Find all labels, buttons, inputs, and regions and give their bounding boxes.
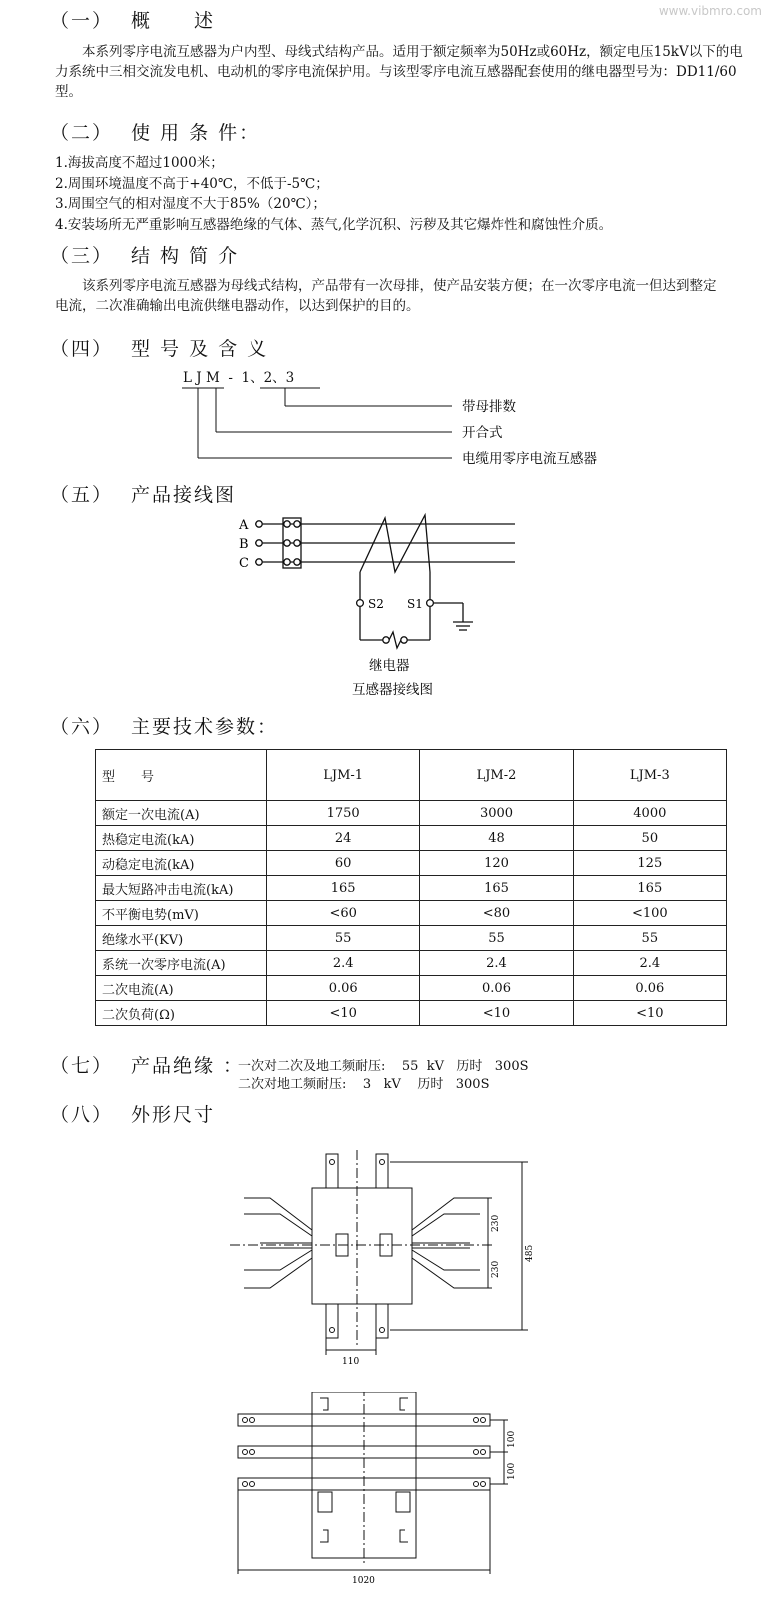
meaning-bus-count: 带母排数 xyxy=(462,399,516,415)
table-row xyxy=(96,976,727,1001)
dim-top-230-a: 230 xyxy=(491,1214,501,1232)
header-model: 型 号 xyxy=(96,750,267,801)
param-value-cell: 125 xyxy=(573,851,726,876)
table-row xyxy=(96,876,727,901)
param-value-cell: 3000 xyxy=(420,801,573,826)
param-value-cell: 120 xyxy=(420,851,573,876)
param-value-cell: 2.4 xyxy=(573,951,726,976)
param-name-cell: 绝缘水平(KV) xyxy=(96,926,267,951)
dim-top-110: 110 xyxy=(342,1357,360,1367)
param-value-cell: 0.06 xyxy=(420,976,573,1001)
section-7-number: （七） xyxy=(50,1055,114,1077)
param-name-cell: 动稳定电流(kA) xyxy=(96,851,267,876)
param-value-cell: 165 xyxy=(420,876,573,901)
param-value-cell: 55 xyxy=(573,926,726,951)
param-value-cell: 4000 xyxy=(573,801,726,826)
param-value-cell: 0.06 xyxy=(267,976,420,1001)
section-3-title: 结 构 简 介 xyxy=(131,245,240,267)
condition-item: 1.海拔高度不超过1000米； xyxy=(55,155,224,171)
param-value-cell: 165 xyxy=(573,876,726,901)
table-row xyxy=(96,901,727,926)
condition-item: 4.安装场所无严重影响互感器绝缘的气体、蒸气,化学沉积、污秽及其它爆炸性和腐蚀性介质。 xyxy=(55,216,613,233)
dim-top-485: 485 xyxy=(525,1244,535,1262)
terminal-s2-label: S2 xyxy=(368,597,384,611)
table-row xyxy=(96,1001,727,1026)
watermark: www.vibmro.com xyxy=(658,4,762,18)
section-7-heading xyxy=(50,1051,244,1078)
param-name-cell: 二次电流(A) xyxy=(96,976,267,1001)
outline-front-view xyxy=(228,1392,538,1592)
phase-a-label: A xyxy=(239,518,249,533)
section-2-number: （二） xyxy=(50,122,114,144)
section-3-heading xyxy=(50,241,239,268)
section-6-title: 主要技术参数： xyxy=(131,716,279,738)
model-meaning-diagram xyxy=(180,384,650,474)
header-ljm-2: LJM-2 xyxy=(420,750,573,801)
param-value-cell: 0.06 xyxy=(573,976,726,1001)
param-value-cell: 165 xyxy=(267,876,420,901)
table-row xyxy=(96,801,727,826)
insulation-line-1: 一次对二次及地工频耐压: 55 kV 历时 300S xyxy=(238,1059,529,1074)
parameters-table xyxy=(95,749,727,1026)
table-row xyxy=(96,926,727,951)
section-6-number: （六） xyxy=(50,716,114,738)
table-row xyxy=(96,951,727,976)
table-row xyxy=(96,851,727,876)
param-value-cell: <60 xyxy=(267,901,420,926)
section-3-number: （三） xyxy=(50,245,114,267)
section-7-title: 产品绝缘 ： xyxy=(131,1055,245,1077)
conditions-list xyxy=(55,153,612,235)
wiring-caption: 互感器接线图 xyxy=(352,682,433,698)
insulation-line-2: 二次对地工频耐压: 3 kV 历时 300S xyxy=(238,1077,490,1092)
dim-top-230-b: 230 xyxy=(491,1260,501,1278)
section-6-heading xyxy=(50,712,278,739)
section-4-title: 型 号 及 含 义 xyxy=(131,338,269,360)
section-5-heading xyxy=(50,480,236,507)
param-value-cell: <10 xyxy=(420,1001,573,1026)
param-value-cell: <10 xyxy=(267,1001,420,1026)
param-value-cell: 60 xyxy=(267,851,420,876)
param-name-cell: 系统一次零序电流(A) xyxy=(96,951,267,976)
param-value-cell: 24 xyxy=(267,826,420,851)
param-value-cell: 2.4 xyxy=(267,951,420,976)
param-value-cell: 55 xyxy=(420,926,573,951)
param-name-cell: 不平衡电势(mV) xyxy=(96,901,267,926)
section-1-heading xyxy=(50,6,215,33)
param-value-cell: <100 xyxy=(573,901,726,926)
table-row xyxy=(96,826,727,851)
relay-label: 继电器 xyxy=(369,658,410,674)
section-1-title: 概 述 xyxy=(131,10,216,32)
wiring-diagram xyxy=(235,510,535,708)
dim-front-100-a: 100 xyxy=(507,1430,517,1448)
param-value-cell: 48 xyxy=(420,826,573,851)
section-4-number: （四） xyxy=(50,338,114,360)
param-value-cell: <10 xyxy=(573,1001,726,1026)
dim-front-100-b: 100 xyxy=(507,1462,517,1480)
section-8-title: 外形尺寸 xyxy=(131,1104,216,1126)
section-1-number: （一） xyxy=(50,10,114,32)
section-5-title: 产品接线图 xyxy=(131,484,237,506)
section-1-text: 本系列零序电流互感器为户内型、母线式结构产品。适用于额定频率为50Hz或60Hz，额定电压15kV以下的电力系统中三相交流发电机、电动机的零序电流保护用。与该型零序电流互感器配套使用的继电器型号为：DD11/60型。 xyxy=(55,44,743,100)
section-8-number: （八） xyxy=(50,1104,114,1126)
section-2-heading xyxy=(50,118,260,145)
meaning-split-type: 开合式 xyxy=(462,425,503,441)
param-value-cell: 1750 xyxy=(267,801,420,826)
section-2-title: 使 用 条 件： xyxy=(131,122,261,144)
header-ljm-1: LJM-1 xyxy=(267,750,420,801)
condition-item: 2.周围环境温度不高于+40℃，不低于-5℃； xyxy=(55,175,329,192)
table-header-row xyxy=(96,750,727,801)
phase-c-label: C xyxy=(239,556,249,571)
param-value-cell: 55 xyxy=(267,926,420,951)
param-name-cell: 热稳定电流(kA) xyxy=(96,826,267,851)
section-5-number: （五） xyxy=(50,484,114,506)
meaning-cable-ct: 电缆用零序电流互感器 xyxy=(462,451,597,467)
dim-front-1020: 1020 xyxy=(352,1576,375,1586)
phase-b-label: B xyxy=(239,537,249,552)
condition-item: 3.周围空气的相对湿度不大于85%（20℃）； xyxy=(55,196,326,212)
section-4-heading xyxy=(50,334,268,361)
param-name-cell: 最大短路冲击电流(kA) xyxy=(96,876,267,901)
param-value-cell: <80 xyxy=(420,901,573,926)
section-3-text: 该系列零序电流互感器为母线式结构，产品带有一次母排，使产品安装方便；在一次零序电流一但达到整定电流，二次准确输出电流供继电器动作，以达到保护的目的。 xyxy=(55,278,717,314)
param-value-cell: 2.4 xyxy=(420,951,573,976)
terminal-s1-label: S1 xyxy=(407,597,423,611)
outline-top-view xyxy=(230,1150,550,1375)
section-8-heading xyxy=(50,1100,215,1127)
param-name-cell: 二次负荷(Ω) xyxy=(96,1001,267,1026)
model-code: L J M - 1、2、3 xyxy=(183,370,295,386)
header-ljm-3: LJM-3 xyxy=(573,750,726,801)
param-name-cell: 额定一次电流(A) xyxy=(96,801,267,826)
param-value-cell: 50 xyxy=(573,826,726,851)
